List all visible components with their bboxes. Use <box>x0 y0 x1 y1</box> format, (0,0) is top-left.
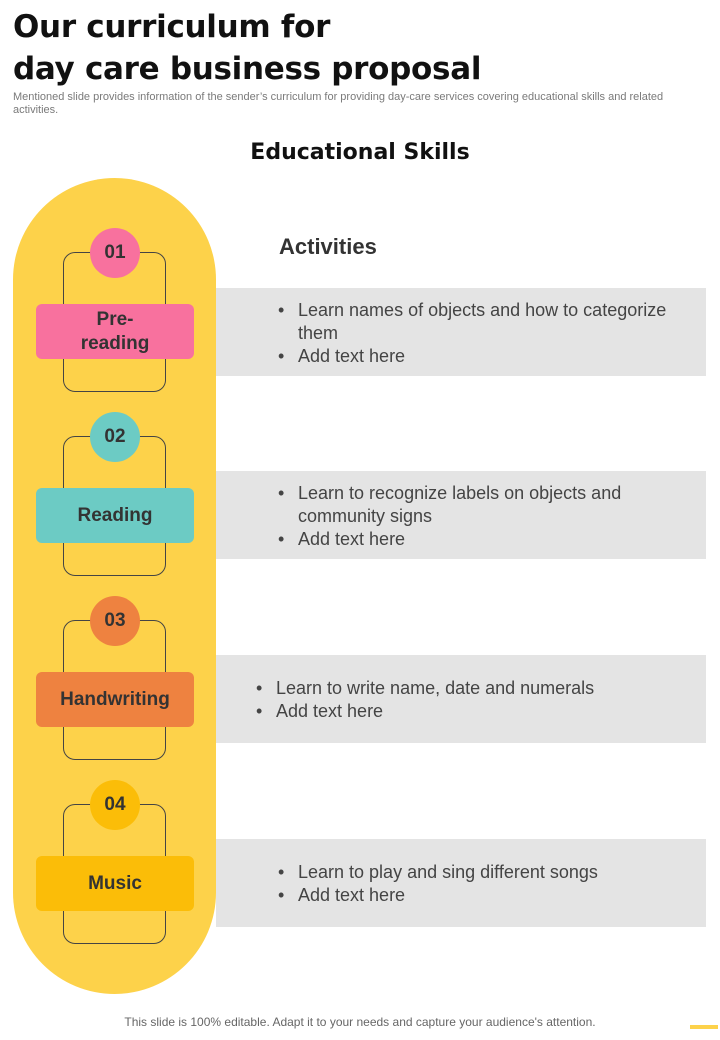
activity-item: • Add text here <box>278 528 688 551</box>
skill-label-pre-reading: Pre-reading <box>36 304 194 359</box>
activity-list-1 <box>278 299 688 368</box>
skill-number-badge-3: 03 <box>90 596 140 646</box>
activity-item: • Learn to write name, date and numerals <box>256 677 686 700</box>
skill-number-badge-1: 01 <box>90 228 140 278</box>
activity-item: • Add text here <box>278 884 688 907</box>
activity-list-2 <box>278 482 688 551</box>
activity-item: • Learn to play and sing different songs <box>278 861 688 884</box>
activity-band-4 <box>216 839 706 927</box>
activity-band-1 <box>216 288 706 376</box>
corner-accent-bar <box>690 1025 718 1029</box>
activity-item: • Learn names of objects and how to categorize them <box>278 299 688 345</box>
activity-item: • Add text here <box>256 700 686 723</box>
section-title: Educational Skills <box>250 140 470 165</box>
footer-note: This slide is 100% editable. Adapt it to your needs and capture your audience's attention. <box>124 1015 596 1029</box>
slide-subtitle: Mentioned slide provides information of the sender’s curriculum for providing day-care services covering educational skills and related activities. <box>13 91 664 116</box>
activities-heading: Activities <box>279 234 377 259</box>
slide-title <box>13 6 481 90</box>
activity-list-3 <box>256 677 686 723</box>
slide-title-line2: day care business proposal <box>13 51 482 87</box>
skill-number-badge-4: 04 <box>90 780 140 830</box>
activity-list-4 <box>278 861 688 907</box>
activity-band-3 <box>216 655 706 743</box>
skill-number-badge-2: 02 <box>90 412 140 462</box>
activity-band-2 <box>216 471 706 559</box>
skill-label-reading: Reading <box>36 488 194 543</box>
activity-item: • Learn to recognize labels on objects and community signs <box>278 482 688 528</box>
slide-title-line1: Our curriculum for <box>13 9 331 45</box>
skill-label-music: Music <box>36 856 194 911</box>
activity-item: • Add text here <box>278 345 688 368</box>
skill-label-handwriting: Handwriting <box>36 672 194 727</box>
